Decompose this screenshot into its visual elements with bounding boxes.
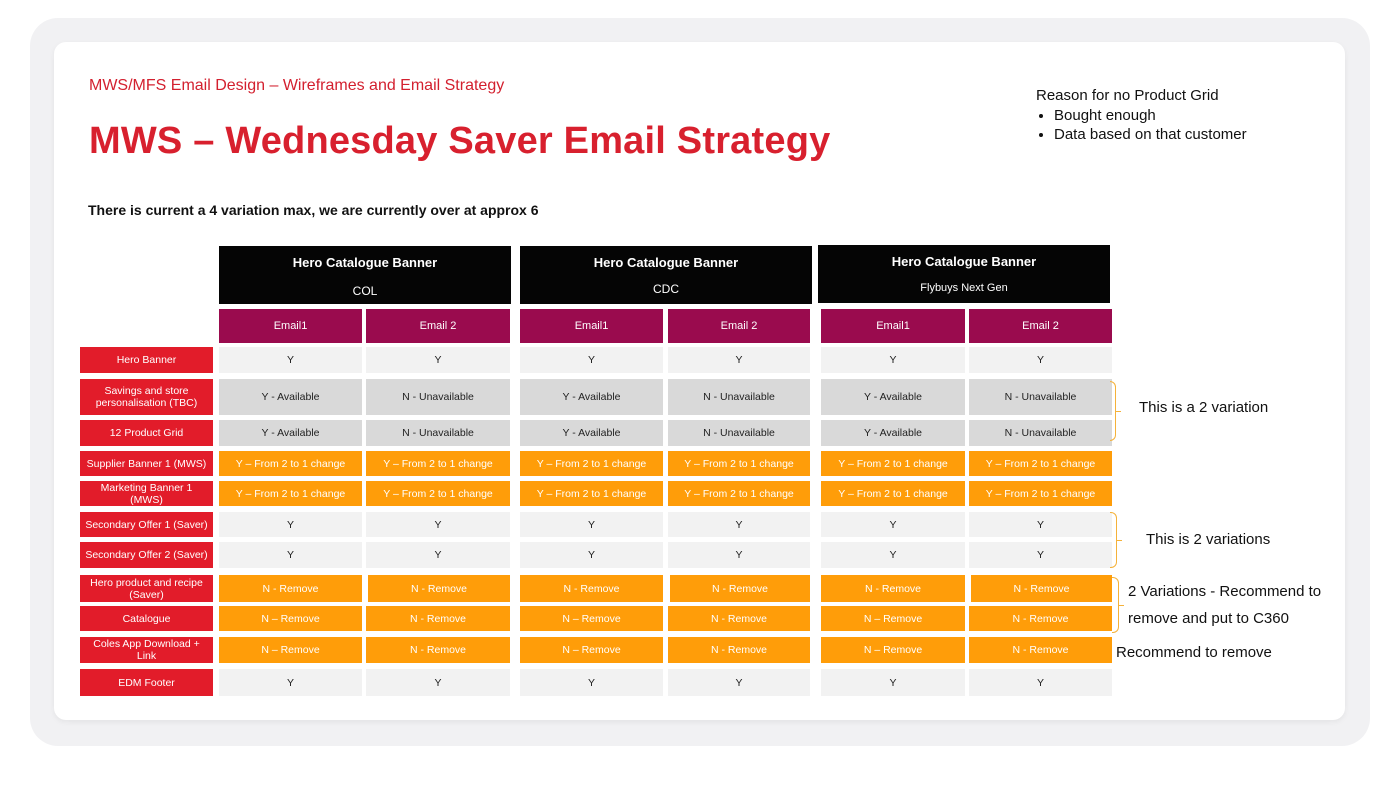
table-cell: N – Remove: [219, 606, 362, 631]
table-cell: Y: [668, 669, 810, 696]
row-label: Hero product and recipe (Saver): [80, 575, 213, 602]
table-cell: Y: [668, 347, 810, 373]
table-cell: Y – From 2 to 1 change: [219, 451, 362, 476]
table-cell: Y: [520, 347, 663, 373]
table-cell: Y – From 2 to 1 change: [520, 481, 663, 506]
group-subtitle: Flybuys Next Gen: [920, 282, 1008, 294]
table-cell: Y – From 2 to 1 change: [366, 481, 510, 506]
table-cell: Y: [969, 669, 1112, 696]
email-column-header: Email 2: [366, 309, 510, 343]
table-cell: Y – From 2 to 1 change: [668, 481, 810, 506]
table-cell: Y – From 2 to 1 change: [219, 481, 362, 506]
table-cell: N - Unavailable: [366, 379, 510, 415]
table-cell: N - Unavailable: [969, 420, 1112, 446]
group-subtitle: CDC: [653, 282, 679, 296]
row-label: 12 Product Grid: [80, 420, 213, 446]
table-cell: N – Remove: [520, 606, 663, 631]
group-title: Hero Catalogue Banner: [891, 254, 1037, 269]
table-cell: Y: [520, 542, 663, 568]
table-cell: Y: [668, 512, 810, 537]
row-label: Secondary Offer 1 (Saver): [80, 512, 213, 537]
table-cell: Y: [219, 512, 362, 537]
group-title: Hero Catalogue Banner: [593, 255, 739, 270]
table-cell: N - Unavailable: [668, 379, 810, 415]
note-variation-c-line2: remove and put to C360: [1128, 610, 1289, 627]
email-column-header: Email1: [821, 309, 965, 343]
reason-list: [1036, 107, 1247, 144]
table-cell: N - Remove: [668, 606, 810, 631]
reason-heading: Reason for no Product Grid: [1036, 87, 1219, 104]
table-cell: Y – From 2 to 1 change: [668, 451, 810, 476]
table-cell: Y: [366, 542, 510, 568]
row-label: Supplier Banner 1 (MWS): [80, 451, 213, 476]
table-cell: Y – From 2 to 1 change: [821, 451, 965, 476]
table-cell: N - Unavailable: [969, 379, 1112, 415]
table-cell: Y: [366, 669, 510, 696]
table-cell: Y: [821, 347, 965, 373]
table-cell: N – Remove: [219, 637, 362, 663]
table-cell: N - Remove: [971, 575, 1112, 602]
intro-text: There is current a 4 variation max, we are currently over at approx 6: [88, 202, 539, 218]
table-cell: Y: [969, 512, 1112, 537]
table-cell: Y - Available: [520, 420, 663, 446]
row-label: Hero Banner: [80, 347, 213, 373]
table-cell: Y: [219, 669, 362, 696]
table-cell: Y: [821, 512, 965, 537]
table-cell: N - Remove: [668, 637, 810, 663]
reason-bullet: • Data based on that customer: [1054, 126, 1247, 144]
group-subtitle: COL: [352, 284, 378, 298]
table-cell: N - Remove: [969, 637, 1112, 663]
table-cell: Y - Available: [821, 379, 965, 415]
table-cell: N - Remove: [219, 575, 362, 602]
table-cell: Y: [668, 542, 810, 568]
table-cell: N - Remove: [821, 575, 965, 602]
table-cell: Y – From 2 to 1 change: [969, 451, 1112, 476]
bracket-variation-a: [1110, 381, 1116, 441]
table-cell: N - Remove: [969, 606, 1112, 631]
note-variation-a: This is a 2 variation: [1139, 399, 1269, 416]
row-label: EDM Footer: [80, 669, 213, 696]
table-cell: N - Unavailable: [668, 420, 810, 446]
reason-box: [1036, 87, 1247, 145]
table-cell: Y: [366, 347, 510, 373]
table-cell: Y – From 2 to 1 change: [969, 481, 1112, 506]
note-variation-b: This is 2 variations: [1146, 531, 1271, 548]
table-cell: Y - Available: [219, 420, 362, 446]
table-cell: N – Remove: [821, 606, 965, 631]
table-cell: N - Unavailable: [366, 420, 510, 446]
row-label: Secondary Offer 2 (Saver): [80, 542, 213, 568]
row-label: Catalogue: [80, 606, 213, 631]
table-cell: Y – From 2 to 1 change: [366, 451, 510, 476]
table-cell: Y: [821, 669, 965, 696]
group-header-col: [219, 246, 511, 304]
reason-bullet: • Bought enough: [1054, 107, 1247, 125]
note-recommend: Recommend to remove: [1116, 644, 1272, 661]
table-cell: Y – From 2 to 1 change: [821, 481, 965, 506]
table-cell: Y: [969, 542, 1112, 568]
row-label: Marketing Banner 1 (MWS): [80, 481, 213, 506]
email-column-header: Email1: [520, 309, 663, 343]
slide-subtitle: MWS/MFS Email Design – Wireframes and Email Strategy: [89, 77, 505, 94]
email-column-header: Email 2: [969, 309, 1112, 343]
note-variation-c-line1: 2 Variations - Recommend to: [1128, 583, 1322, 600]
email-column-header: Email 2: [668, 309, 810, 343]
table-cell: N - Remove: [366, 637, 510, 663]
table-cell: Y - Available: [219, 379, 362, 415]
group-header-flybuys: [818, 245, 1110, 303]
table-cell: Y: [520, 512, 663, 537]
row-label: Coles App Download + Link: [80, 637, 213, 663]
bracket-variation-b: [1110, 512, 1117, 568]
table-cell: Y: [366, 512, 510, 537]
table-cell: N - Remove: [520, 575, 663, 602]
table-cell: Y – From 2 to 1 change: [520, 451, 663, 476]
table-cell: Y - Available: [520, 379, 663, 415]
email-column-header: Email1: [219, 309, 362, 343]
table-cell: N - Remove: [366, 606, 510, 631]
table-cell: N – Remove: [821, 637, 965, 663]
table-cell: Y - Available: [821, 420, 965, 446]
table-cell: Y: [969, 347, 1112, 373]
row-label: Savings and store personalisation (TBC): [80, 379, 213, 415]
table-cell: N - Remove: [670, 575, 810, 602]
slide-title: MWS – Wednesday Saver Email Strategy: [89, 120, 831, 162]
table-cell: Y: [821, 542, 965, 568]
table-cell: N – Remove: [520, 637, 663, 663]
table-cell: N - Remove: [368, 575, 510, 602]
table-cell: Y: [219, 542, 362, 568]
bracket-variation-c: [1112, 577, 1119, 633]
table-cell: Y: [219, 347, 362, 373]
group-header-cdc: [520, 246, 812, 304]
group-title: Hero Catalogue Banner: [292, 255, 438, 270]
table-cell: Y: [520, 669, 663, 696]
